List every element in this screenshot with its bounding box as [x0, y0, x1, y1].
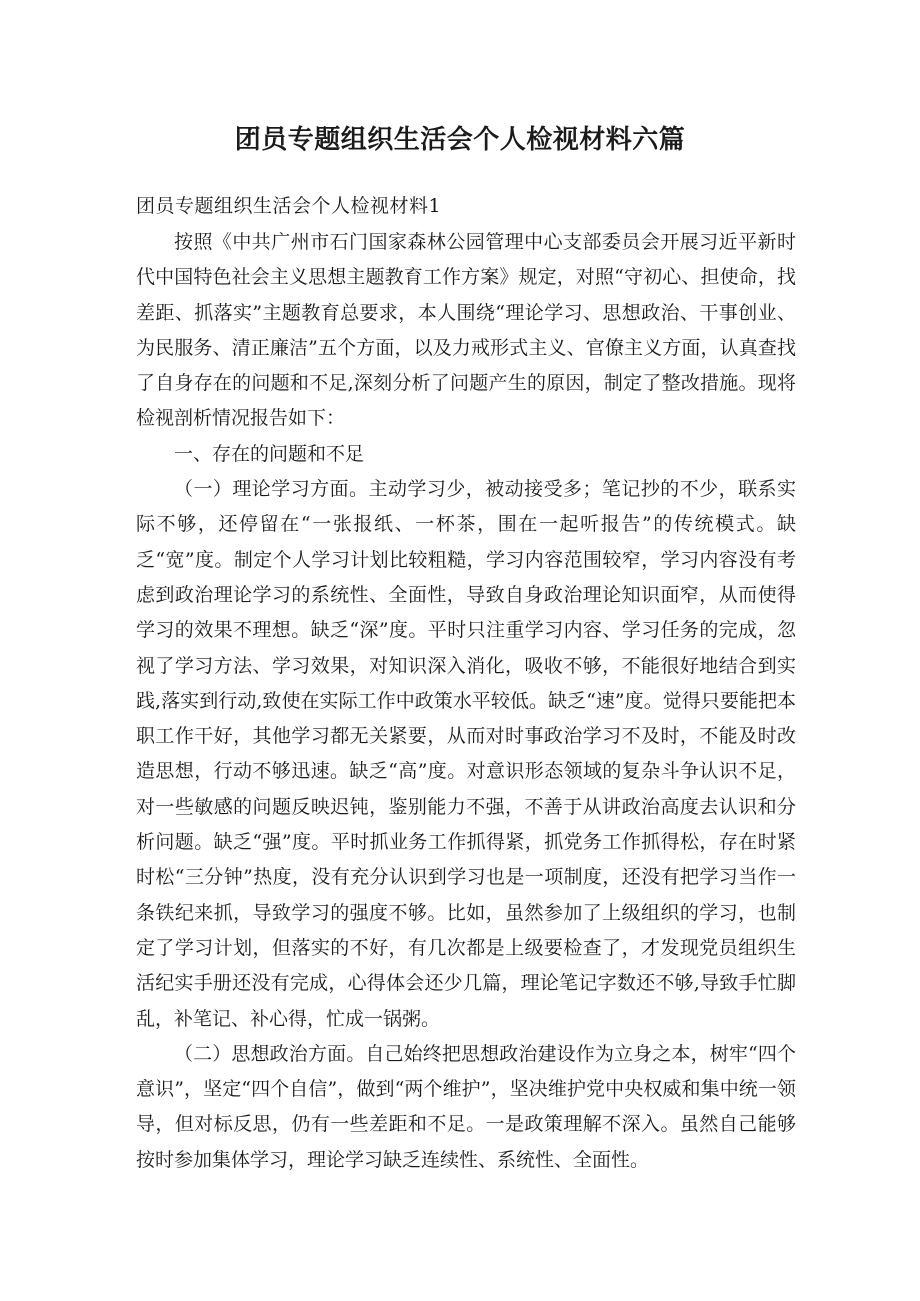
section-heading: 一、存在的问题和不足	[174, 442, 365, 465]
paragraph-political-thought: （二）思想政治方面。自己始终把思想政治建设作为立身之本，树牢“四个意识”，坚定“四个自信”，做到“两个维护”，坚决维护党中央权威和集中统一领导，但对标反思，仍有一些差距和不足。一是政策理解不深入。虽然自己能够按时参加集体学习，理论学习缺乏连续性、系统性、全面性。	[136, 1042, 796, 1171]
document-body	[136, 225, 796, 1178]
document-title: 团员专题组织生活会个人检视材料六篇	[234, 125, 686, 155]
paragraph-theory-study: （一）理论学习方面。主动学习少，被动接受多；笔记抄的不少，联系实际不够，还停留在“一张报纸、一杯茶，围在一起听报告”的传统模式。缺乏“宽”度。制定个人学习计划比较粗糙，学习内容范围较窄，学习内容没有考虑到政治理论学习的系统性、全面性，导致自身政治理论知识面窄，从而使得学习的效果不理想。缺乏“深”度。平时只注重学习内容、学习任务的完成，忽视了学习方法、学习效果，对知识深入消化，吸收不够，不能很好地结合到实践,落实到行动,致使在实际工作中政策水平较低。缺乏“速”度。觉得只要能把本职工作干好，其他学习都无关紧要，从而对时事政治学习不及时，不能及时改造思想，行动不够迅速。缺乏“高”度。对意识形态领域的复杂斗争认识不足，对一些敏感的问题反映迟钝，鉴别能力不强，不善于从讲政治高度去认识和分析问题。缺乏“强”度。平时抓业务工作抓得紧，抓党务工作抓得松，存在时紧时松“三分钟”热度，没有充分认识到学习也是一项制度，还没有把学习当作一条铁纪来抓，导致学习的强度不够。比如，虽然参加了上级组织的学习，也制定了学习计划，但落实的不好，有几次都是上级要检查了，才发现党员组织生活纪实手册还没有完成，心得体会还少几篇，理论笔记字数还不够,导致手忙脚乱，补笔记、补心得，忙成一锅粥。	[136, 478, 796, 1030]
paragraph-intro: 按照《中共广州市石门国家森林公园管理中心支部委员会开展习近平新时代中国特色社会主义思想主题教育工作方案》规定，对照“守初心、担使命，找差距、抓落实”主题教育总要求，本人围绕“理论学习、思想政治、干事创业、为民服务、清正廉洁”五个方面，以及力戒形式主义、官僚主义方面，认真查找了自身存在的问题和不足,深刻分析了问题产生的原因，制定了整改措施。现将检视剖析情况报告如下：	[136, 231, 796, 430]
section-subtitle: 团员专题组织生活会个人检视材料1	[136, 195, 442, 217]
